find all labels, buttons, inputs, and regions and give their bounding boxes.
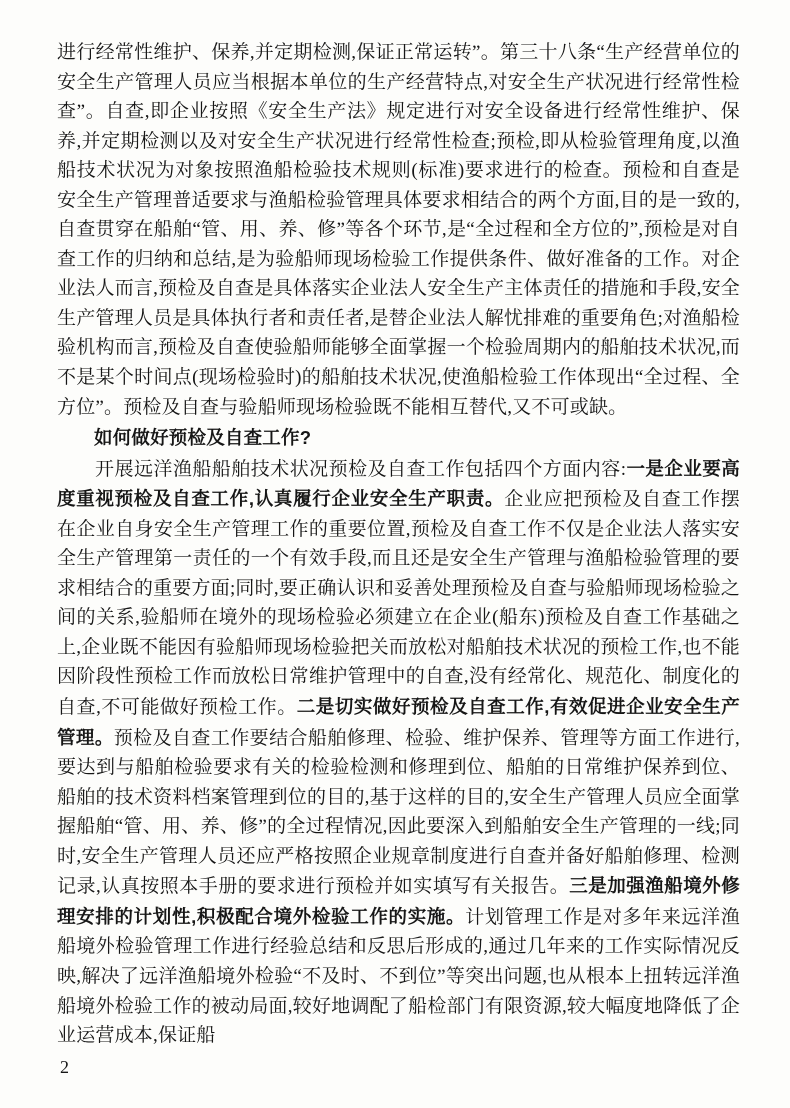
page-number: 2 <box>60 1057 69 1077</box>
document-body <box>57 38 740 1051</box>
text-segment: 预检及自查工作要结合船舶修理、检验、维护保养、管理等方面工作进行,要达到与船舶检验要求有关的检验检测和修理到位、船舶的日常维护保养到位、船舶的技术资料档案管理到位的目的,基于这样的目的,安全生产管理人员应全面掌握船舶“管、用、养、修”的全过程情况,因此要深入到船舶安全生产管理的一线;同时,安全生产管理人员还应严格按照企业规章制度进行自查并备好船舶修理、检测记录,认真按照本手册的要求进行预检并如实填写有关报告。 <box>57 727 740 898</box>
text-segment: 计划管理工作是对多年来远洋渔船境外检验管理工作进行经验总结和反思后形成的,通过几年来的工作实际情况反映,解决了远洋渔船境外检验“不及时、不到位”等突出问题,也从根本上扭转远洋渔船境外检验工作的被动局面,较好地调配了船检部门有限资源,较大幅度地降低了企业运营成本,保证船 <box>57 906 740 1047</box>
text-segment: 开展远洋渔船船舶技术状况预检及自查工作包括四个方面内容: <box>95 458 627 480</box>
emphasis-text-segment: 二是切实做好预检及自查工作,有效促进企业安全生产管理。 <box>57 696 740 748</box>
emphasis-text-segment: 一是企业要高度重视预检及自查工作,认真履行企业安全生产职责。 <box>57 457 740 510</box>
body-paragraph <box>57 454 740 1051</box>
body-paragraph <box>57 38 740 422</box>
text-segment: 企业应把预检及自查工作摆在企业自身安全生产管理工作的重要位置,预检及自查工作不仅是企业法人落实安全生产管理第一责任的一个有效手段,而且还是安全生产管理与渔船检验管理的要求相结合的重要方面;同时,要正确认识和妥善处理预检及自查与验船师现场检验之间的关系,验船师在境外的现场检验必须建立在企业(船东)预检及自查工作基础之上,企业既不能因有验船师现场检验把关而放松对船舶技术状况的预检工作,也不能因阶段性预检工作而放松日常维护管理中的自查,没有经常化、规范化、制度化的自查,不可能做好预检工作。 <box>57 489 740 719</box>
text-segment: 进行经常性维护、保养,并定期检测,保证正常运转”。第三十八条“生产经营单位的安全生产管理人员应当根据本单位的生产经营特点,对安全生产状况进行经常性检查”。自查,即企业按照《安全生产法》规定进行对安全设备进行经常性维护、保养,并定期检测以及对安全生产状况进行经常性检查;预检,即从检验管理角度,以渔船技术状况为对象按照渔船检验技术规则(标准)要求进行的检查。预检和自查是安全生产管理普适要求与渔船检验管理具体要求相结合的两个方面,目的是一致的,自查贯穿在船舶“管、用、养、修”等各个环节,是“全过程和全方位的”,预检是对自查工作的归纳和总结,是为验船师现场检验工作提供条件、做好准备的工作。对企业法人而言,预检及自查是具体落实企业法人安全生产主体责任的措施和手段,安全生产管理人员是具体执行者和责任者,是替企业法人解忧排难的重要角色;对渔船检验机构而言,预检及自查使验船师能够全面掌握一个检验周期内的船舶技术状况,而不是某个时间点(现场检验时)的船舶技术状况,使渔船检验工作体现出“全过程、全方位”。预检及自查与验船师现场检验既不能相互替代,又不可或缺。 <box>57 42 740 418</box>
emphasis-text-segment: 三是加强渔船境外修理安排的计划性,积极配合境外检验工作的实施。 <box>57 875 740 927</box>
emphasis-text-segment: 如何做好预检及自查工作? <box>94 427 312 449</box>
section-heading <box>57 423 740 453</box>
